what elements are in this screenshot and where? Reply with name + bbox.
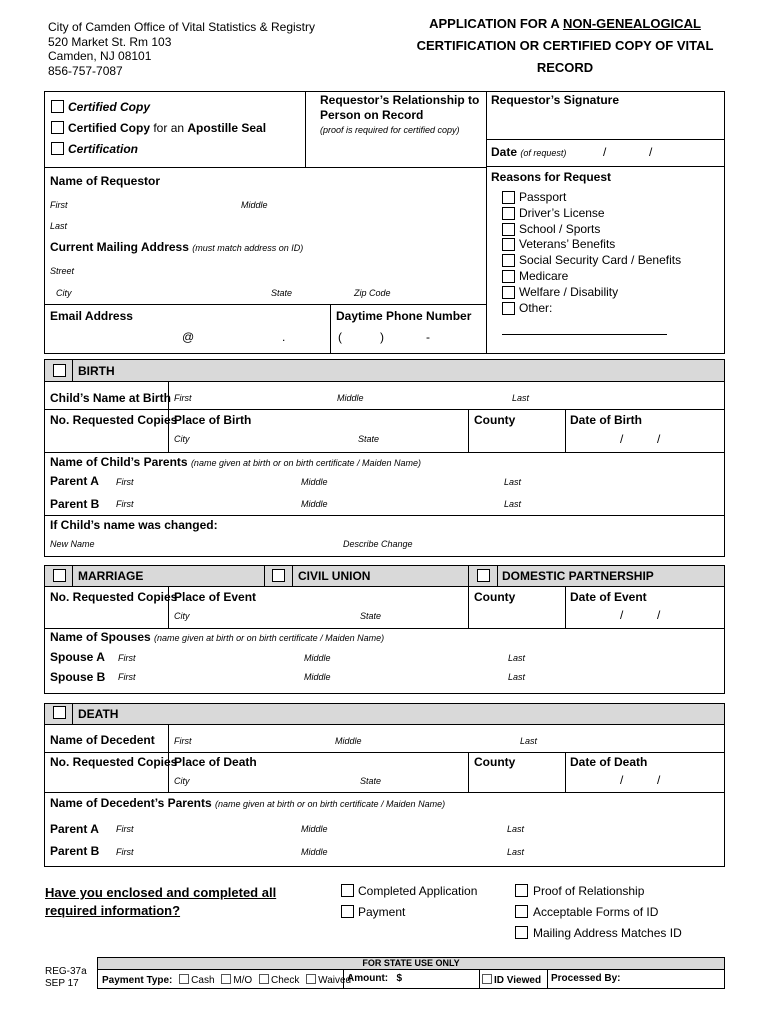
decedent-parents-label: Name of Decedent’s Parents (name given at birth or on birth certificate / Maiden Name): [50, 796, 446, 810]
last-hint: Last: [504, 477, 522, 487]
office-info: [48, 20, 315, 78]
certification-checkbox[interactable]: [51, 142, 64, 155]
first-hint: First: [116, 847, 134, 857]
date-slash: /: [657, 608, 661, 622]
place-of-birth-label: Place of Birth: [174, 413, 252, 427]
reason-label: Medicare: [519, 269, 569, 283]
reason-checkbox[interactable]: [502, 254, 515, 267]
place-of-death-label: Place of Death: [174, 755, 257, 769]
phone-paren: (: [338, 330, 342, 344]
reason-checkbox[interactable]: [502, 302, 515, 315]
date-of-event-label: Date of Event: [570, 590, 647, 604]
first-hint: First: [116, 477, 134, 487]
reason-checkbox[interactable]: [502, 223, 515, 236]
reason-label: School / Sports: [519, 221, 601, 236]
middle-hint: Middle: [335, 736, 362, 746]
child-name-label: Child’s Name at Birth: [50, 391, 171, 405]
reason-label: Passport: [519, 190, 567, 204]
middle-hint: Middle: [301, 847, 328, 857]
phone-label: Daytime Phone Number: [336, 309, 472, 323]
mailing-address-label: Current Mailing Address (must match address on ID): [50, 240, 304, 254]
requestor-name-label: Name of Requestor: [50, 174, 161, 188]
birth-header-label: BIRTH: [78, 364, 115, 378]
date-slash: /: [620, 773, 624, 787]
certified-copy-label: Certified Copy: [68, 100, 151, 114]
state-hint: State: [360, 611, 382, 621]
date-label: Date (of request): [491, 145, 567, 159]
middle-hint: Middle: [301, 477, 328, 487]
state-hint: State: [358, 434, 380, 444]
city-hint: City: [174, 776, 190, 786]
apostille-label: Certified Copy for an Apostille Seal: [68, 121, 267, 135]
checklist-question: Have you enclosed and completed all required information?: [45, 885, 277, 918]
office-name: City of Camden Office of Vital Statistics & Registry: [48, 20, 315, 34]
reason-label: Veterans’ Benefits: [519, 237, 616, 252]
reason-checkbox[interactable]: [502, 238, 515, 251]
first-hint: First: [118, 672, 136, 682]
relationship-note: (proof is required for certified copy): [320, 125, 460, 135]
relationship-label: Requestor’s Relationship to Person on Record: [320, 93, 480, 122]
first-hint: First: [116, 499, 134, 509]
middle-hint: Middle: [301, 824, 328, 834]
waived-checkbox[interactable]: [306, 974, 316, 984]
decedent-name-label: Name of Decedent: [50, 733, 155, 747]
first-hint: First: [174, 736, 192, 746]
describe-change-hint: Describe Change: [343, 539, 413, 549]
first-hint: First: [50, 200, 68, 210]
parent-a-label: Parent A: [50, 474, 99, 488]
reason-checkbox[interactable]: [502, 191, 515, 204]
proof-of-relationship-label: Proof of Relationship: [533, 884, 645, 898]
civil-union-header-label: CIVIL UNION: [298, 569, 371, 583]
first-hint: First: [118, 653, 136, 663]
child-parents-label: Name of Child’s Parents (name given at birth or on birth certificate / Maiden Name): [50, 455, 422, 469]
middle-hint: Middle: [301, 499, 328, 509]
payment-checkbox[interactable]: [341, 905, 354, 918]
death-copies-label: No. Requested Copies: [50, 755, 178, 769]
spouse-a-label: Spouse A: [50, 650, 105, 664]
zip-hint: Zip Code: [354, 288, 391, 298]
cash-checkbox[interactable]: [179, 974, 189, 984]
last-hint: Last: [507, 847, 525, 857]
check-checkbox[interactable]: [259, 974, 269, 984]
title-line2: CERTIFICATION OR CERTIFIED COPY OF VITAL RECORD: [416, 38, 714, 75]
address-matches-id-label: Mailing Address Matches ID: [533, 926, 682, 940]
reason-checkbox[interactable]: [502, 207, 515, 220]
date-slash: /: [657, 773, 661, 787]
date-slash: /: [620, 608, 624, 622]
phone-dash: -: [426, 330, 430, 344]
last-hint: Last: [520, 736, 538, 746]
state-hint: State: [271, 288, 293, 298]
amount-label: Amount: $: [347, 973, 403, 984]
reason-checkbox[interactable]: [502, 270, 515, 283]
office-city: Camden, NJ 08101: [48, 49, 152, 63]
address-matches-id-checkbox[interactable]: [515, 926, 528, 939]
processed-by-label: Processed By:: [551, 973, 621, 984]
marriage-copies-label: No. Requested Copies: [50, 590, 178, 604]
death-header-label: DEATH: [78, 707, 119, 721]
parent-a-label: Parent A: [50, 822, 99, 836]
middle-hint: Middle: [304, 672, 331, 682]
birth-checkbox[interactable]: [53, 364, 66, 377]
middle-hint: Middle: [241, 200, 268, 210]
domestic-partnership-header-label: DOMESTIC PARTNERSHIP: [502, 569, 654, 583]
city-hint: City: [174, 434, 190, 444]
last-hint: Last: [512, 393, 530, 403]
email-label: Email Address: [50, 309, 133, 323]
title-underlined: NON-GENEALOGICAL: [562, 16, 701, 31]
state-hint: State: [360, 776, 382, 786]
birth-copies-label: No. Requested Copies: [50, 413, 178, 427]
birth-header: [44, 359, 725, 382]
office-phone: 856-757-7087: [48, 63, 123, 78]
last-hint: Last: [508, 672, 526, 682]
email-dot: .: [282, 330, 286, 344]
id-viewed-checkbox[interactable]: [482, 974, 492, 984]
completed-application-checkbox[interactable]: [341, 884, 354, 897]
last-hint: Last: [508, 653, 526, 663]
last-hint: Last: [507, 824, 525, 834]
domestic-partnership-checkbox[interactable]: [477, 569, 490, 582]
certification-label: Certification: [68, 142, 139, 156]
city-hint: City: [56, 288, 72, 298]
event-county-label: County: [474, 590, 516, 604]
date-of-death-label: Date of Death: [570, 755, 648, 769]
payment-type-row: Payment Type: Cash M/O Check Waived: [102, 975, 352, 986]
death-checkbox[interactable]: [53, 706, 66, 719]
last-hint: Last: [50, 221, 68, 231]
id-viewed: ID Viewed: [481, 974, 541, 986]
title-prefix: APPLICATION FOR A: [429, 16, 563, 31]
payment-label: Payment: [358, 905, 406, 919]
completed-application-label: Completed Application: [358, 884, 478, 898]
name-changed-label: If Child’s name was changed:: [50, 518, 218, 532]
proof-of-relationship-checkbox[interactable]: [515, 884, 528, 897]
date-slash: /: [649, 145, 653, 159]
date-slash: /: [603, 145, 607, 159]
acceptable-id-label: Acceptable Forms of ID: [533, 905, 659, 919]
spouses-label: Name of Spouses (name given at birth or on birth certificate / Maiden Name): [50, 630, 385, 644]
first-hint: First: [116, 824, 134, 834]
birth-county-label: County: [474, 413, 516, 427]
signature-label: Requestor’s Signature: [491, 93, 620, 107]
form-title: [400, 13, 730, 79]
city-hint: City: [174, 611, 190, 621]
middle-hint: Middle: [337, 393, 364, 403]
apostille-checkbox[interactable]: [51, 121, 64, 134]
reason-label: Social Security Card / Benefits: [519, 253, 682, 268]
certified-copy-checkbox[interactable]: [51, 100, 64, 113]
parent-b-label: Parent B: [50, 497, 100, 511]
civil-union-checkbox[interactable]: [272, 569, 285, 582]
date-of-birth-label: Date of Birth: [570, 413, 642, 427]
marriage-header-label: MARRIAGE: [78, 569, 144, 583]
death-header: [44, 703, 725, 725]
state-use-label: FOR STATE USE ONLY: [362, 958, 460, 968]
mo-checkbox[interactable]: [221, 974, 231, 984]
first-hint: First: [174, 393, 192, 403]
acceptable-id-checkbox[interactable]: [515, 905, 528, 918]
date-slash: /: [620, 432, 624, 446]
reason-label: Driver’s License: [519, 205, 605, 220]
middle-hint: Middle: [304, 653, 331, 663]
street-hint: Street: [50, 266, 75, 276]
reasons-label: Reasons for Request: [491, 170, 612, 184]
reason-checkbox[interactable]: [502, 286, 515, 299]
new-name-hint: New Name: [50, 539, 95, 549]
form-id: REG-37a SEP 17: [45, 966, 87, 989]
reason-label: Other:: [519, 300, 553, 315]
other-reason-line[interactable]: [502, 334, 667, 335]
reason-label: Welfare / Disability: [519, 284, 619, 299]
date-slash: /: [657, 432, 661, 446]
phone-paren: ): [380, 330, 384, 344]
death-county-label: County: [474, 755, 516, 769]
spouse-b-label: Spouse B: [50, 670, 106, 684]
last-hint: Last: [504, 499, 522, 509]
email-at: @: [182, 330, 195, 344]
marriage-checkbox[interactable]: [53, 569, 66, 582]
place-of-event-label: Place of Event: [174, 590, 257, 604]
parent-b-label: Parent B: [50, 844, 100, 858]
office-street: 520 Market St. Rm 103: [48, 34, 172, 49]
